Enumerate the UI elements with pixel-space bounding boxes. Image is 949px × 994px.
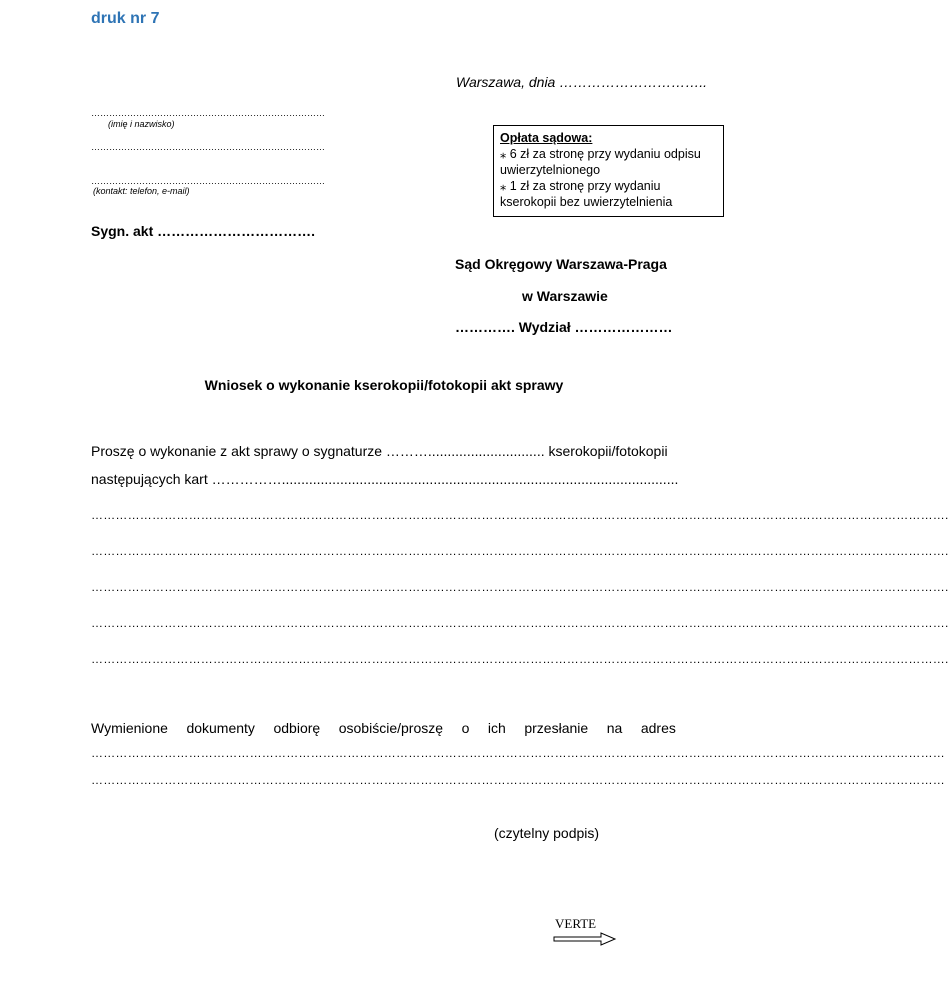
court-city: w Warszawie	[522, 288, 608, 304]
form-number: druk nr 7	[91, 10, 160, 27]
name-caption: (imię i nazwisko)	[108, 119, 175, 129]
pages-line-3[interactable]: ………………………………………………………………………………………………………………………………………………………………………………………….	[91, 580, 949, 594]
word: Wymienione	[91, 720, 168, 736]
case-signature-field[interactable]: Sygn. akt …………………………….	[91, 223, 316, 239]
fee-title: Opłata sądowa:	[500, 131, 593, 145]
court-fee-box	[493, 125, 724, 217]
contact-field[interactable]: ……………………………………………………………………	[91, 176, 325, 186]
place-date-field[interactable]: Warszawa, dnia …………………………..	[456, 74, 708, 90]
address-line-1[interactable]: …………………………………………………………………………………………………………………………………………………………………………………………	[91, 746, 945, 760]
court-division-field[interactable]: …………. Wydział …………………	[455, 319, 673, 335]
pages-line-4[interactable]: ………………………………………………………………………………………………………………………………………………………………………………………….	[91, 616, 949, 630]
word: o	[461, 720, 470, 736]
contact-caption: (kontakt: telefon, e-mail)	[93, 186, 190, 196]
fee-item-copy: ⁎ 1 zł za stronę przy wydaniu kserokopii bez uwierzytelnienia	[500, 179, 673, 209]
collection-method-sentence	[91, 720, 676, 736]
arrow-right-icon	[553, 932, 617, 946]
word: ich	[487, 720, 506, 736]
verte-label: VERTE	[555, 916, 597, 931]
name-field[interactable]: ……………………………………………………………………	[91, 108, 325, 118]
word: na	[606, 720, 623, 736]
word: osobiście/proszę	[338, 720, 444, 736]
pages-line-5[interactable]: ………………………………………………………………………………………………………………………………………………………………………………………….	[91, 652, 949, 666]
document-title: Wniosek o wykonanie kserokopii/fotokopii akt sprawy	[204, 377, 564, 393]
pages-line-1[interactable]: ………………………………………………………………………………………………………………………………………………………………………………………….	[91, 508, 949, 522]
address-field[interactable]: ……………………………………………………………………	[91, 142, 325, 152]
word: odbiorę	[273, 720, 321, 736]
word: adres	[640, 720, 676, 736]
word: przesłanie	[524, 720, 589, 736]
request-line-1: Proszę o wykonanie z akt sprawy o sygnaturze ……….............................. kserokopii/fotokopii	[91, 443, 668, 459]
address-line-2[interactable]: …………………………………………………………………………………………………………………………………………………………………………………………	[91, 773, 945, 787]
word: dokumenty	[186, 720, 255, 736]
fee-item-certified: ⁎ 6 zł za stronę przy wydaniu odpisu uwierzytelnionego	[500, 147, 701, 177]
request-line-2[interactable]: następujących kart ……………......................................................................................................	[91, 471, 679, 487]
signature-caption: (czytelny podpis)	[494, 825, 600, 841]
court-name: Sąd Okręgowy Warszawa-Praga	[455, 256, 667, 272]
pages-line-2[interactable]: ………………………………………………………………………………………………………………………………………………………………………………………….	[91, 544, 949, 558]
